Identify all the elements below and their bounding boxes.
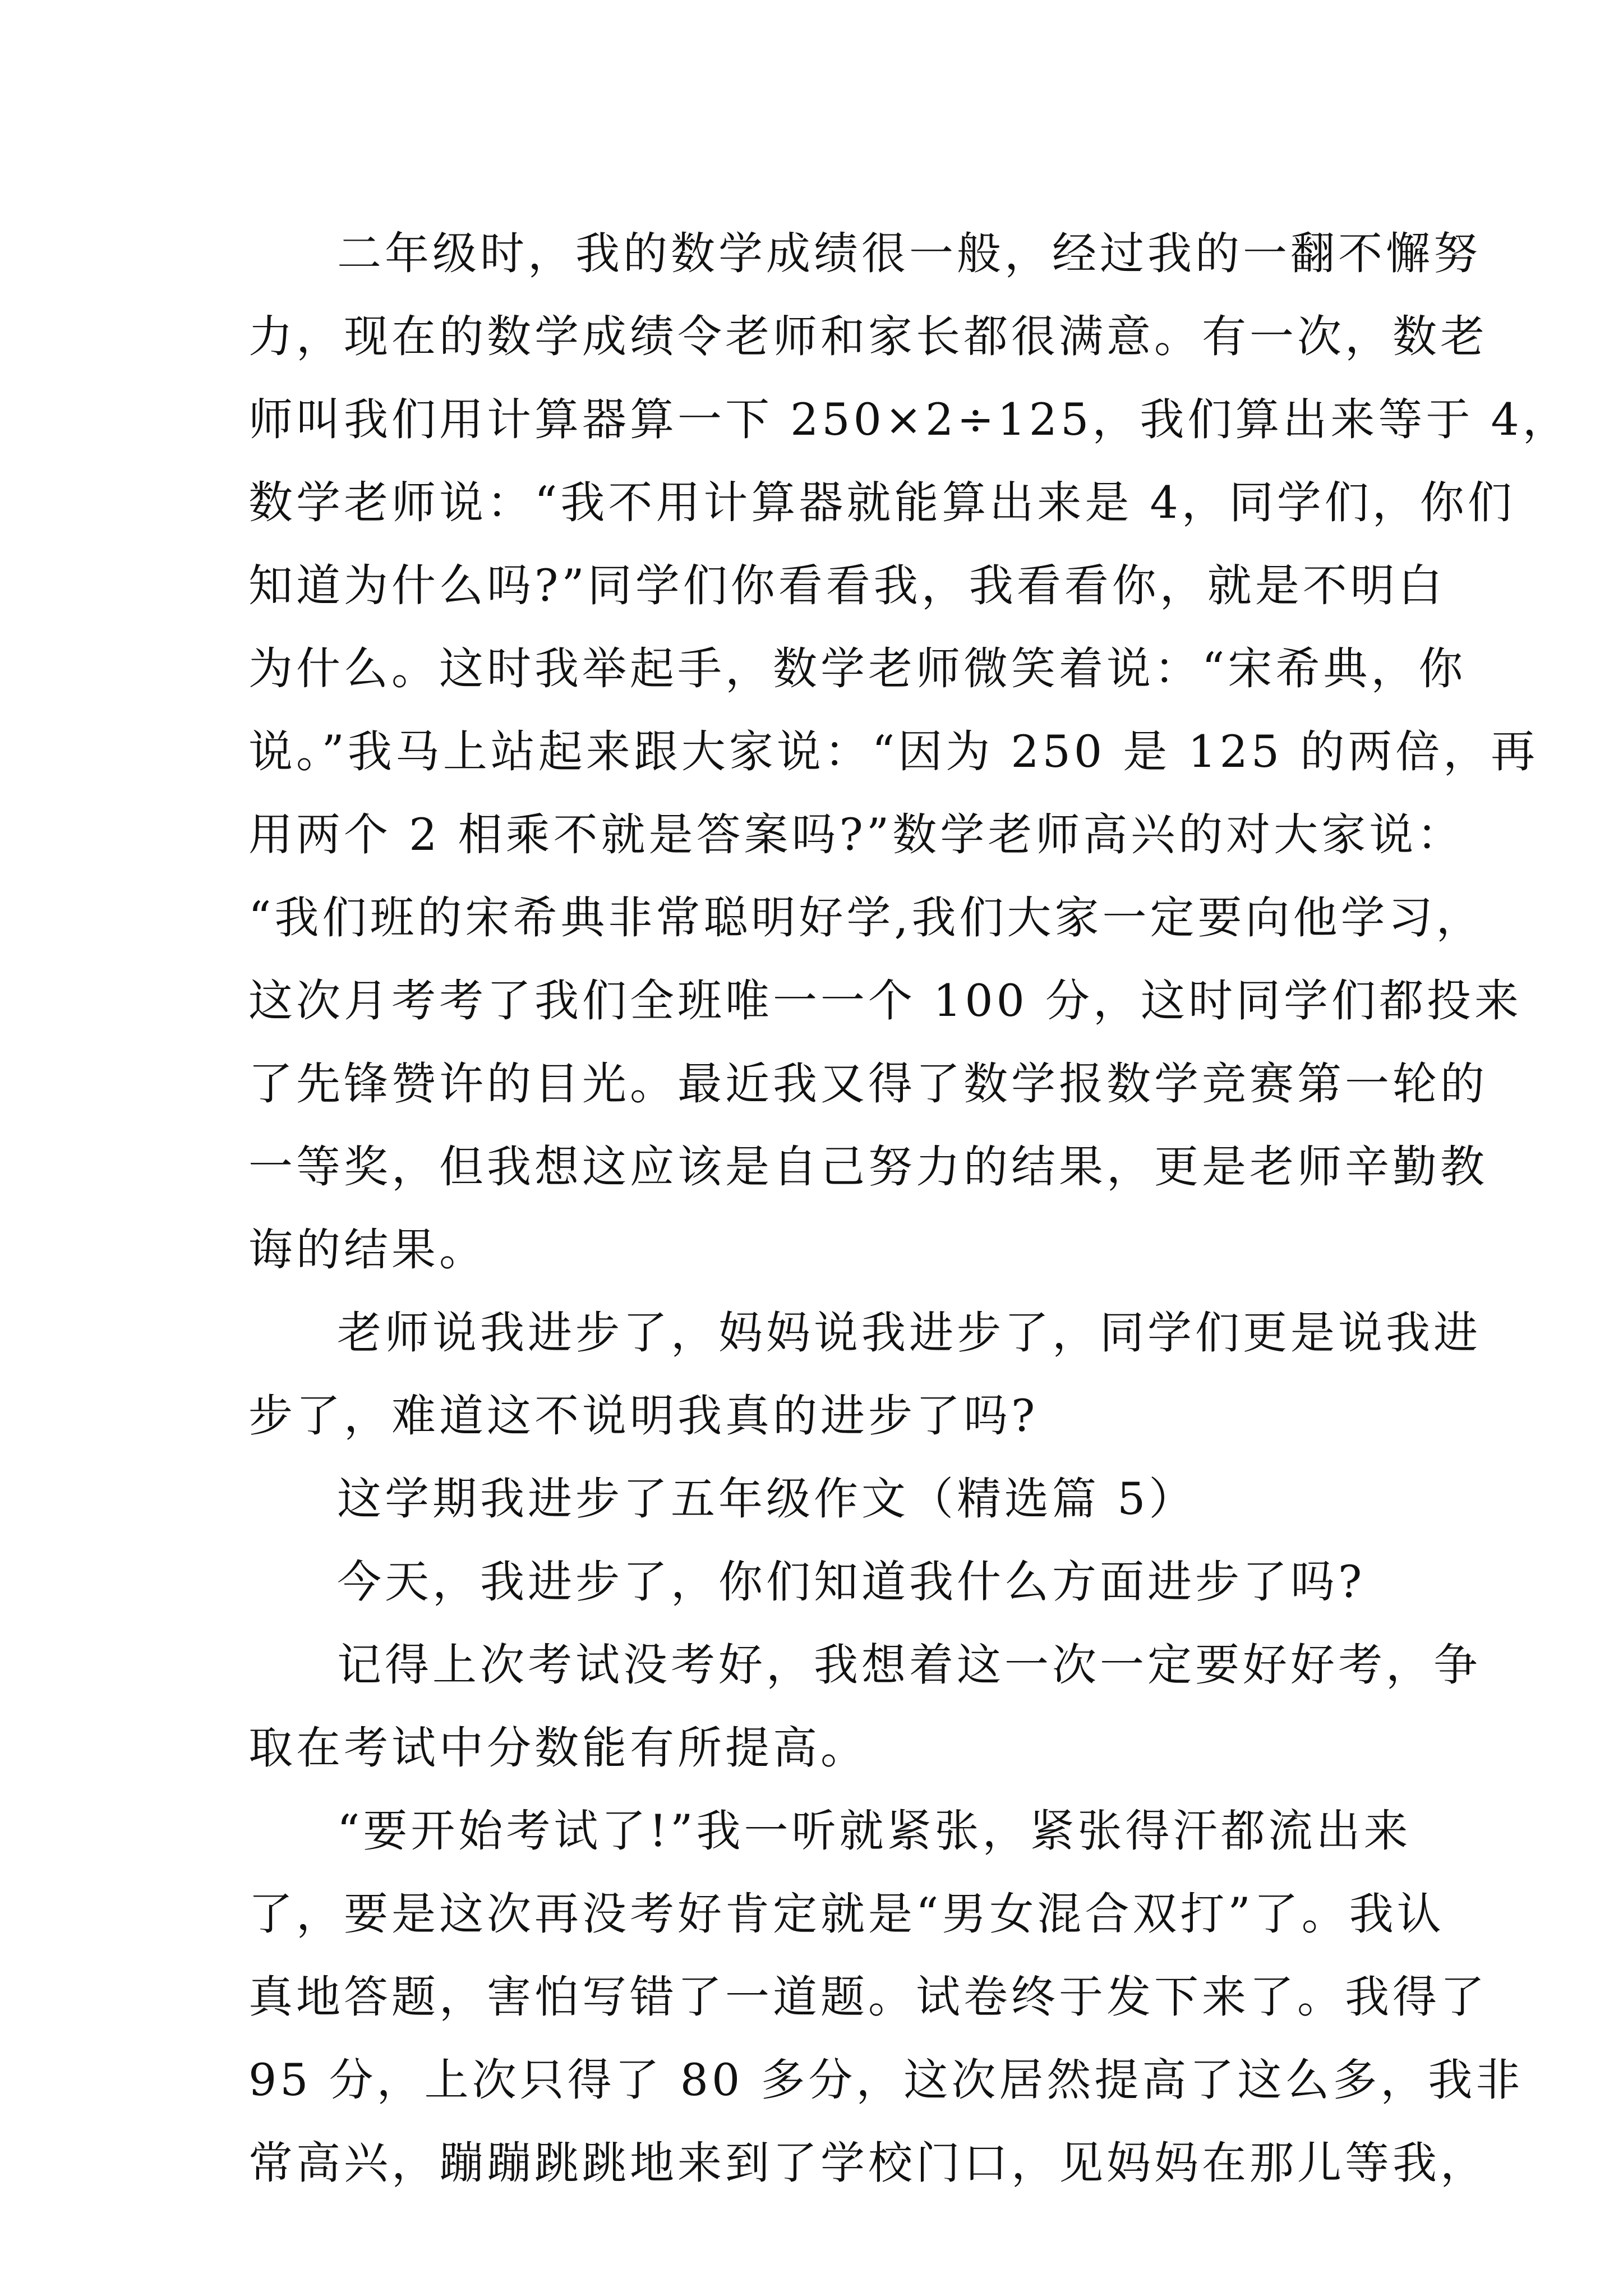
text-line: 步了，难道这不说明我真的进步了吗? (248, 1390, 1039, 1442)
text-line: 数学老师说：“我不用计算器就能算出来是 4，同学们，你们 (248, 477, 1515, 528)
text-line: “我们班的宋希典非常聪明好学,我们大家一定要向他学习， (248, 892, 1484, 944)
text-line: 二年级时，我的数学成绩很一般，经过我的一翻不懈努 (337, 228, 1481, 279)
article-body (248, 212, 1570, 2205)
text-line: “要开始考试了!”我一听就紧张，紧张得汗都流出来 (337, 1805, 1412, 1857)
text-line: 为什么。这时我举起手，数学老师微笑着说：“宋希典，你 (248, 643, 1467, 694)
text-line: 了先锋赞许的目光。最近我又得了数学报数学竞赛第一轮的 (248, 1058, 1488, 1110)
text-line: 95 分，上次只得了 80 多分，这次居然提高了这么多，我非 (248, 2054, 1524, 2106)
section-heading: 这学期我进步了五年级作文（精选篇 5） (337, 1473, 1197, 1525)
text-line: 一等奖，但我想这应该是自己努力的结果，更是老师辛勤教 (248, 1141, 1488, 1193)
text-line: 说。”我马上站起来跟大家说：“因为 250 是 125 的两倍，再 (248, 726, 1539, 777)
text-line: 老师说我进步了，妈妈说我进步了，同学们更是说我进 (337, 1307, 1481, 1359)
text-line: 常高兴，蹦蹦跳跳地来到了学校门口，见妈妈在那儿等我， (248, 2137, 1488, 2189)
text-line: 诲的结果。 (248, 1224, 487, 1276)
text-line: 知道为什么吗?”同学们你看看我，我看看你，就是不明白 (248, 560, 1446, 611)
text-line: 这次月考考了我们全班唯一一个 100 分，这时同学们都投来 (248, 975, 1523, 1027)
text-line: 记得上次考试没考好，我想着这一次一定要好好考，争 (337, 1639, 1481, 1691)
text-line: 师叫我们用计算器算一下 250×2÷125，我们算出来等于 4， (248, 394, 1570, 445)
text-line: 取在考试中分数能有所提高。 (248, 1722, 868, 1774)
text-line: 今天，我进步了，你们知道我什么方面进步了吗? (337, 1556, 1366, 1608)
text-line: 了，要是这次再没考好肯定就是“男女混合双打”了。我认 (248, 1888, 1445, 1940)
text-line: 真地答题，害怕写错了一道题。试卷终于发下来了。我得了 (248, 1971, 1488, 2023)
text-line: 用两个 2 相乘不就是答案吗?”数学老师高兴的对大家说： (248, 809, 1465, 861)
text-line: 力，现在的数学成绩令老师和家长都很满意。有一次，数老 (248, 311, 1488, 362)
